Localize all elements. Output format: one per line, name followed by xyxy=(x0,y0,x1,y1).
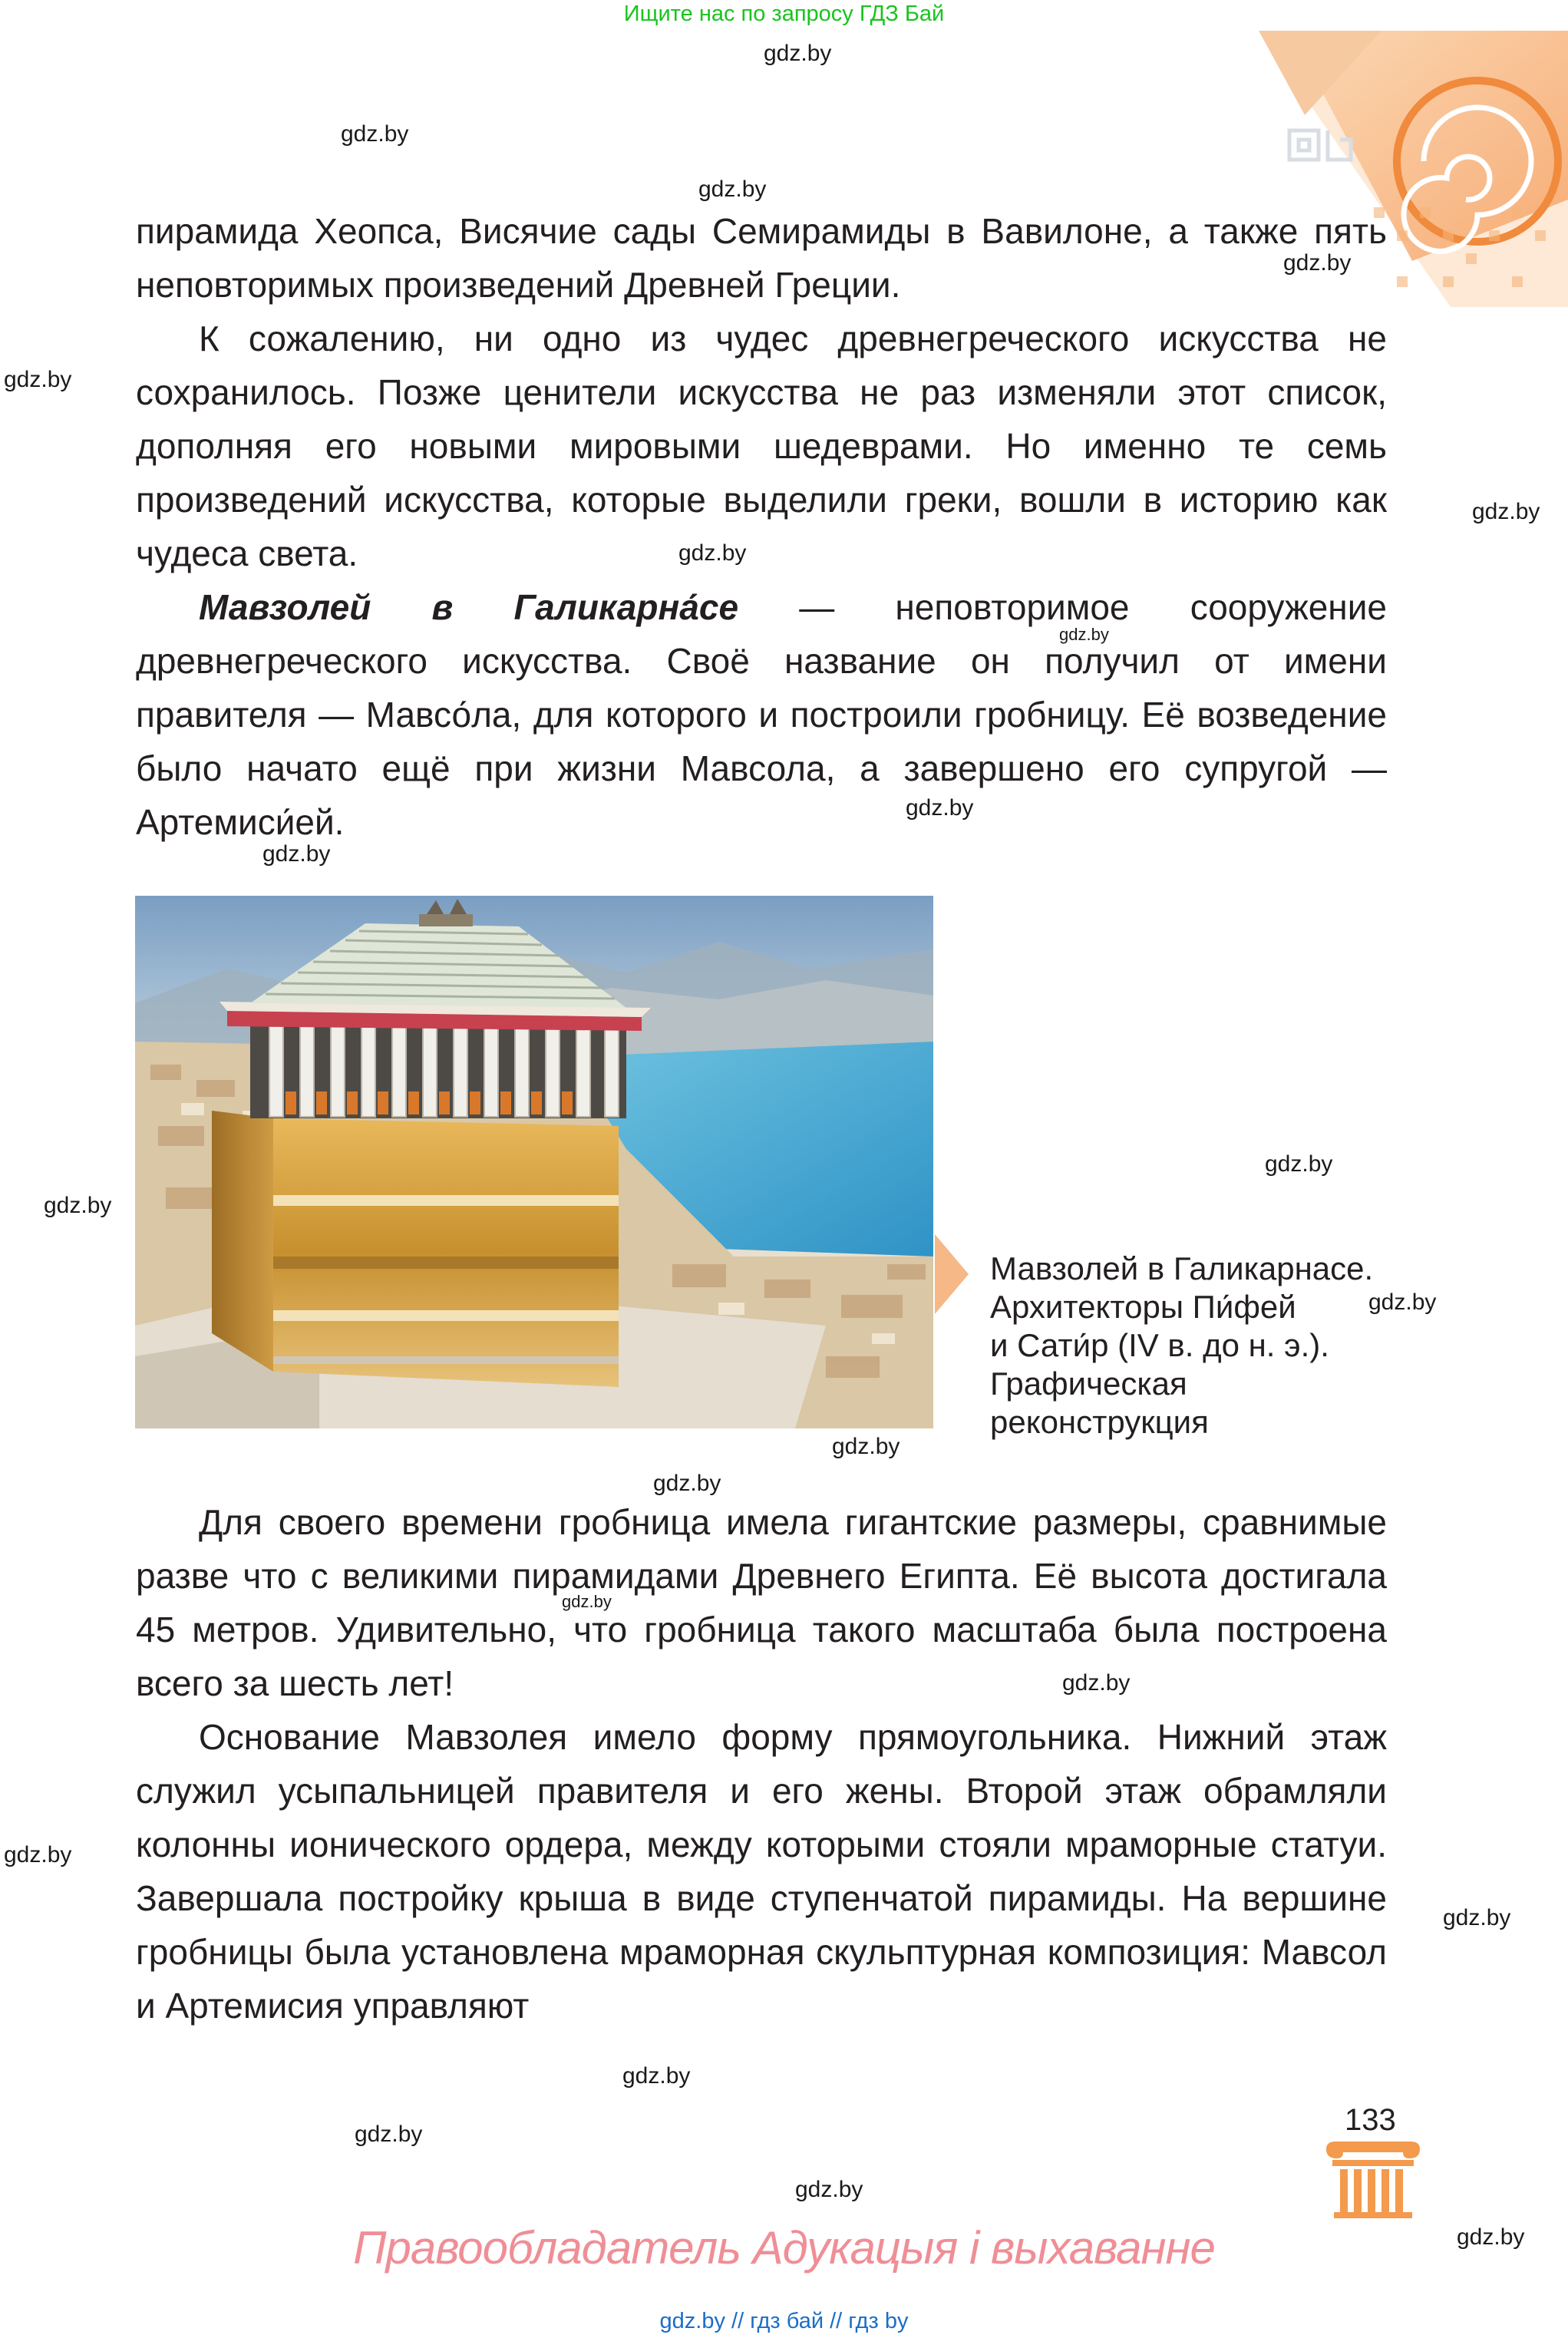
paragraph-3 xyxy=(136,580,1387,849)
watermark: gdz.by xyxy=(906,795,974,821)
watermark: gdz.by xyxy=(1443,1905,1511,1930)
caption-line: Графическая xyxy=(990,1365,1187,1402)
watermark: gdz.by xyxy=(1472,499,1540,524)
paragraph-text: — неповторимое сооружение древнегреческого искусства. Своё название он получил от имени правителя — Мавсо́ла, для которого и построили гробницу. Её возведение было начато ещё при жизни Мавсола, а завершено его супругой — Артемиси́ей. xyxy=(136,587,1387,842)
paragraph-4 xyxy=(136,1495,1387,1710)
watermark: gdz.by xyxy=(622,2063,691,2089)
caption-pointer-icon xyxy=(935,1234,969,1314)
watermark: gdz.by xyxy=(262,841,331,867)
paragraph-text: пирамида Хеопса, Висячие сады Семирамиды в Вавилоне, а также пять неповторимых произведений Древней Греции. xyxy=(136,211,1387,305)
watermark: gdz.by xyxy=(1265,1151,1333,1177)
paragraph-text: К сожалению, ни одно из чудес древнегреческого искусства не сохранилось. Позже ценители искусства не раз изменяли этот список, дополняя его новыми мировыми шедеврами. Но именно те семь произведений искусства, которые выделили греки, вошли в историю как чудеса света. xyxy=(136,319,1387,573)
watermark: gdz.by xyxy=(678,540,747,566)
watermark: gdz.by xyxy=(4,367,72,392)
watermark: gdz.by xyxy=(1283,250,1352,276)
watermark: gdz.by xyxy=(4,1842,72,1867)
paragraph-text: Основание Мавзолея имело форму прямоугольника. Нижний этаж служил усыпальницей правителя и его жены. Второй этаж обрамляли колонны ионического ордера, между которыми стояли мраморные статуи. Завершала постройку крыша в виде ступенчатой пирамиды. На вершине гробницы была установлена мраморная скульптурная композиция: Мавсол и Артемисия управляют xyxy=(136,1717,1387,2026)
watermark: gdz.by xyxy=(795,2177,863,2202)
watermark: gdz.by xyxy=(1059,625,1109,644)
site-links[interactable]: gdz.by // гдз бай // гдз by xyxy=(659,2309,909,2333)
watermark: gdz.by xyxy=(698,177,767,202)
ionic-column-icon xyxy=(1323,2142,1423,2218)
paragraph-text: Для своего времени гробница имела гигантские размеры, сравнимые разве что с великими пирамидами Древнего Египта. Её высота достигала 45 метров. Удивительно, что гробница такого масштаба была построена всего за шесть лет! xyxy=(136,1502,1387,1703)
paragraph-5 xyxy=(136,1710,1387,2033)
copyright-notice: Правообладатель Адукацыя і выхаванне xyxy=(353,2222,1215,2274)
figure-caption xyxy=(990,1250,1373,1441)
watermark: gdz.by xyxy=(1062,1670,1131,1696)
search-hint-banner: Ищите нас по запросу ГДЗ Бай xyxy=(623,2,945,26)
watermark: gdz.by xyxy=(355,2122,423,2147)
watermark: gdz.by xyxy=(832,1434,900,1459)
paragraph-2 xyxy=(136,312,1387,580)
page-number: 133 xyxy=(1345,2103,1396,2137)
watermark: gdz.by xyxy=(1457,2224,1525,2250)
caption-line: и Сати́р (IV в. до н. э.). xyxy=(990,1327,1329,1363)
caption-line: Архитекторы Пи́фей xyxy=(990,1289,1296,1325)
paragraph-1 xyxy=(136,204,1387,312)
watermark: gdz.by xyxy=(1368,1290,1437,1315)
watermark: gdz.by xyxy=(341,121,409,147)
watermark: gdz.by xyxy=(562,1592,612,1611)
watermark: gdz.by xyxy=(44,1193,112,1218)
caption-line: Мавзолей в Галикарнасе. xyxy=(990,1250,1374,1286)
watermark: gdz.by xyxy=(764,41,832,66)
caption-line: реконструкция xyxy=(990,1404,1209,1440)
term-mausoleum: Мавзолей в Галикарна́се xyxy=(199,587,739,627)
mausoleum-illustration xyxy=(135,896,933,1428)
watermark: gdz.by xyxy=(653,1471,721,1496)
